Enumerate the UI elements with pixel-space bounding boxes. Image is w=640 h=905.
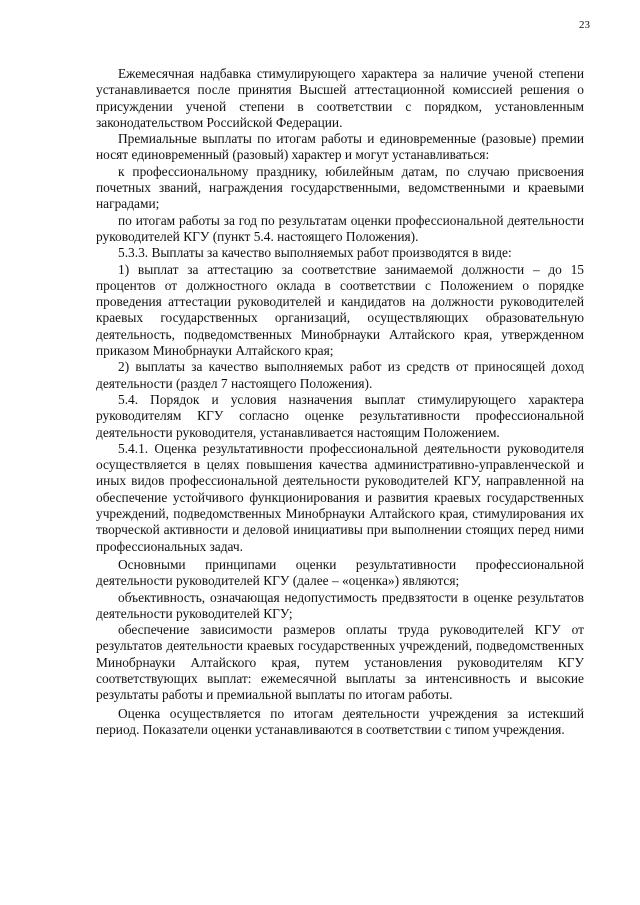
paragraph-item-1: 1) выплат за аттестацию за соответствие занимаемой должности – до 15 процентов от должностного оклада в соответствии с Положением о порядке проведения аттестации руководителей и кандидатов на должности руководителей краевых государственных организаций, осуществляющих образовательную деятельность, подведомственных Минобрнауки Алтайского края, утвержденном приказом Минобрнауки Алтайского края; [96, 261, 584, 359]
paragraph-5-4: 5.4. Порядок и условия назначения выплат стимулирующего характера руководителям КГУ согласно оценке результативности профессиональной деятельности руководителя, устанавливается настоящим Положением. [96, 391, 584, 440]
paragraph-objectivity: объективность, означающая недопустимость предвзятости в оценке результатов деятельности руководителей КГУ; [96, 589, 584, 621]
paragraph-bonus-payments: Премиальные выплаты по итогам работы и единовременные (разовые) премии носят единовременный (разовый) характер и могут устанавливаться: [96, 131, 584, 163]
paragraph-principles: Основными принципами оценки результативности профессиональной деятельности руководителей КГУ (далее – «оценка») являются; [96, 556, 584, 589]
paragraph-holiday-awards: к профессиональному празднику, юбилейным датам, по случаю присвоения почетных званий, награждения государственными, ведомственными и краевыми наградами; [96, 163, 584, 212]
paragraph-5-4-1: 5.4.1. Оценка результативности профессиональной деятельности руководителя осуществляется в целях повышения качества административно-управленческой и иных видов профессиональной деятельности руководителей КГУ, направленной на обеспечение устойчивого функционирования и развития краевых государственных учреждений, подведомственных Минобрнауки Алтайского края, стимулирования их творческой активности и деловой инициативы при выполнении стоящих перед ними профессиональных задач. [96, 440, 584, 554]
paragraph-academic-degree: Ежемесячная надбавка стимулирующего характера за наличие ученой степени устанавливается после принятия Высшей аттестационной комиссией решения о присуждении ученой степени в соответствии с порядком, установленным законодательством Российской Федерации. [96, 66, 584, 130]
paragraph-item-2: 2) выплаты за качество выполняемых работ из средств от приносящей доход деятельности (раздел 7 настоящего Положения). [96, 359, 584, 391]
page-number: 23 [579, 19, 590, 31]
paragraph-dependency: обеспечение зависимости размеров оплаты труда руководителей КГУ от результатов деятельности краевых государственных учреждений, подведомственных Минобрнауки Алтайского края, путем установления руководителям КГУ соответствующих выплат: ежемесячной выплаты за интенсивность и высокие результаты работы и премиальной выплаты по итогам работы. [96, 622, 584, 703]
document-body [96, 66, 584, 738]
paragraph-annual-results: по итогам работы за год по результатам оценки профессиональной деятельности руководителей КГУ (пункт 5.4. настоящего Положения). [96, 212, 584, 244]
paragraph-assessment-period: Оценка осуществляется по итогам деятельности учреждения за истекший период. Показатели оценки устанавливаются в соответствии с типом учреждения. [96, 705, 584, 737]
paragraph-5-3-3: 5.3.3. Выплаты за качество выполняемых работ производятся в виде: [118, 245, 512, 261]
